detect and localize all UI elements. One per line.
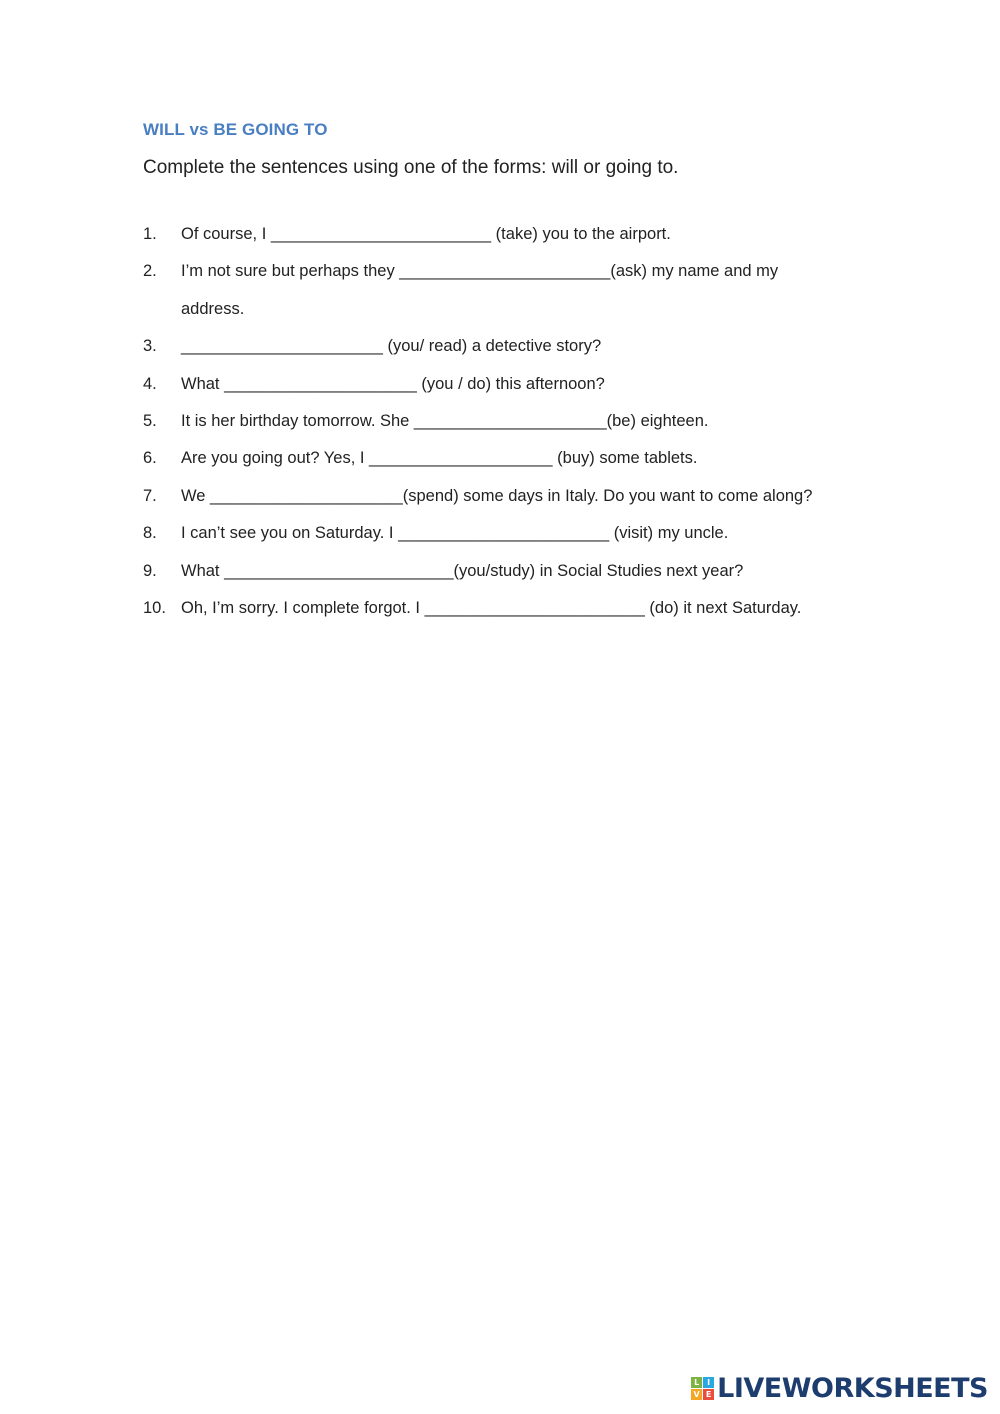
logo-text: LIVEWORKSHEETS — [717, 1373, 988, 1404]
exercise-text: What _________________________(you/study) in Social Studies next year? — [181, 561, 744, 580]
exercise-text: Of course, I ________________________ (take) you to the airport. — [181, 225, 671, 243]
exercise-number: 8. — [143, 524, 157, 543]
exercise-number: 9. — [143, 561, 157, 580]
page-title: WILL vs BE GOING TO — [143, 120, 328, 139]
exercise-text: What _____________________ (you / do) this afternoon? — [181, 374, 605, 393]
exercise-text: We _____________________(spend) some days in Italy. Do you want to come along? — [181, 486, 813, 505]
exercise-list — [143, 216, 883, 627]
exercise-number: 3. — [143, 337, 157, 356]
logo-mark-cell: I — [703, 1377, 714, 1388]
logo-mark-cell: V — [691, 1389, 702, 1400]
logo-mark-cell: E — [703, 1389, 714, 1400]
exercise-number: 7. — [143, 486, 157, 505]
exercise-text: It is her birthday tomorrow. She _____________________(be) eighteen. — [181, 412, 709, 431]
exercise-item — [143, 440, 883, 477]
liveworksheets-logo — [691, 1373, 988, 1404]
exercise-number: 4. — [143, 374, 157, 393]
exercise-item — [143, 515, 883, 552]
exercise-item — [143, 553, 883, 590]
exercise-item — [143, 403, 883, 440]
instructions-text: Complete the sentences using one of the forms: will or going to. — [143, 157, 679, 178]
exercise-item — [143, 328, 883, 365]
exercise-text: Oh, I’m sorry. I complete forgot. I ________________________ (do) it next Saturday. — [181, 599, 802, 618]
exercise-text-continuation: address. — [181, 299, 245, 318]
exercise-item — [143, 590, 883, 627]
exercise-item — [143, 366, 883, 403]
exercise-number: 10. — [143, 599, 166, 618]
exercise-item — [143, 216, 883, 253]
exercise-item — [143, 253, 883, 328]
exercise-text: I can’t see you on Saturday. I _______________________ (visit) my uncle. — [181, 524, 729, 543]
exercise-text: ______________________ (you/ read) a detective story? — [181, 337, 602, 356]
logo-mark-cell: L — [691, 1377, 702, 1388]
exercise-number: 6. — [143, 449, 157, 468]
exercise-text: I’m not sure but perhaps they _______________________(ask) my name and my — [181, 262, 779, 281]
exercise-number: 5. — [143, 412, 157, 431]
logo-mark-icon — [691, 1377, 714, 1400]
exercise-number: 2. — [143, 262, 157, 281]
exercise-number: 1. — [143, 225, 157, 243]
exercise-text: Are you going out? Yes, I ____________________ (buy) some tablets. — [181, 449, 698, 468]
exercise-item — [143, 478, 883, 515]
